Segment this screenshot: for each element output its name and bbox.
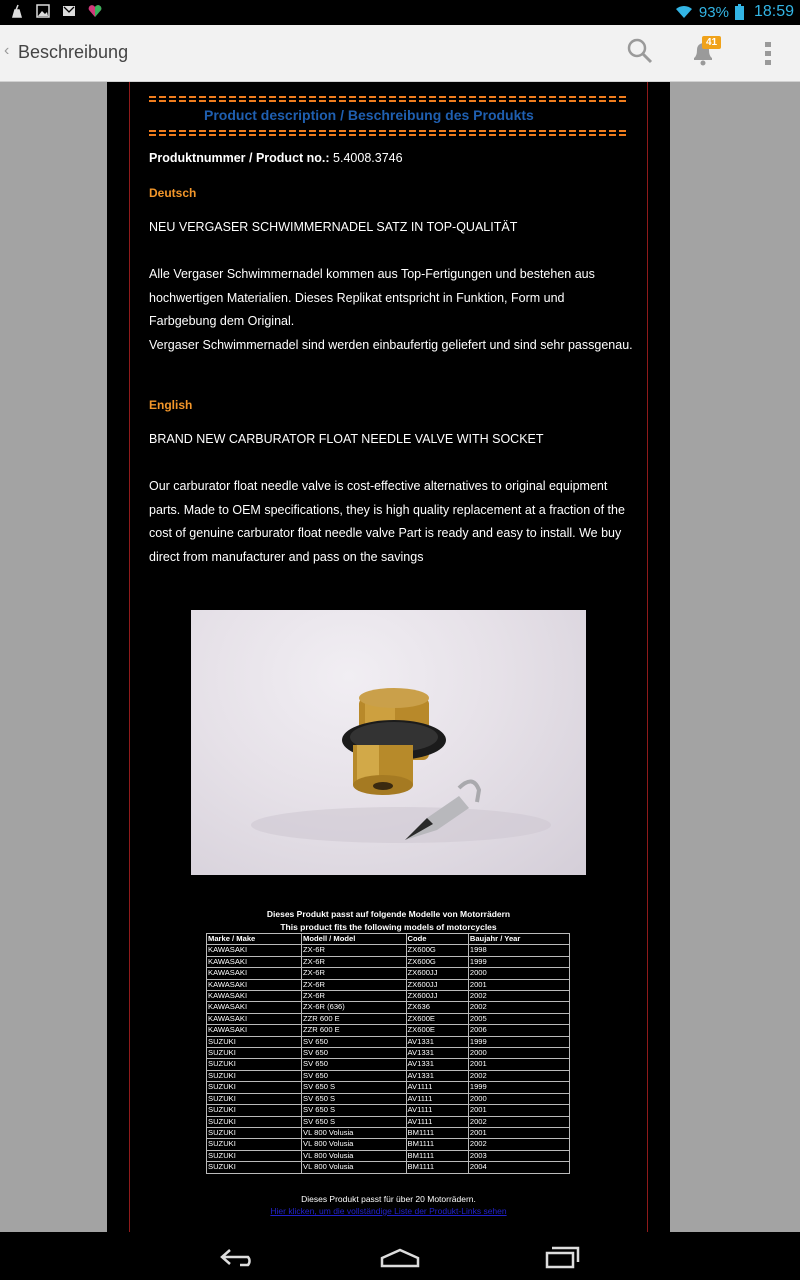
cell-model: SV 650 bbox=[302, 1059, 407, 1070]
cell-model: ZX-6R (636) bbox=[302, 1002, 407, 1013]
cell-year: 1998 bbox=[468, 945, 569, 956]
notification-icons bbox=[10, 4, 102, 18]
table-row bbox=[207, 1150, 570, 1161]
cell-year: 1999 bbox=[468, 1082, 569, 1093]
header-model: Modell / Model bbox=[302, 934, 407, 945]
cell-code: ZX600E bbox=[406, 1025, 468, 1036]
cleaner-notification-icon bbox=[10, 4, 24, 18]
header-code: Code bbox=[406, 934, 468, 945]
cell-code: ZX600G bbox=[406, 956, 468, 967]
battery-icon bbox=[735, 4, 744, 20]
product-number-label: Produktnummer / Product no.: bbox=[149, 151, 330, 165]
cell-make: KAWASAKI bbox=[207, 945, 302, 956]
deutsch-paragraph-2: Vergaser Schwimmernadel sind werden einbaufertig geliefert und sind sehr passgenau. bbox=[149, 338, 633, 353]
table-row bbox=[207, 1127, 570, 1138]
heart-app-notification-icon bbox=[88, 4, 102, 18]
full-list-link[interactable]: Hier klicken, um die vollständige Liste der Produkt-Links sehen bbox=[270, 1206, 507, 1216]
cell-model: ZZR 600 E bbox=[302, 1025, 407, 1036]
cell-code: AV1111 bbox=[406, 1116, 468, 1127]
fitment-title-de: Dieses Produkt passt auf folgende Modelle von Motorrädern bbox=[266, 909, 511, 919]
top-dashed-divider bbox=[149, 96, 628, 102]
back-icon[interactable] bbox=[220, 1246, 256, 1268]
table-row bbox=[207, 956, 570, 967]
cell-year: 2002 bbox=[468, 991, 569, 1002]
table-row bbox=[207, 1059, 570, 1070]
fitment-table bbox=[206, 933, 570, 1174]
english-title: BRAND NEW CARBURATOR FLOAT NEEDLE VALVE WITH SOCKET bbox=[149, 432, 544, 446]
home-icon[interactable] bbox=[380, 1246, 420, 1268]
product-photo bbox=[191, 610, 586, 875]
cell-model: ZX-6R bbox=[302, 979, 407, 990]
table-row bbox=[207, 991, 570, 1002]
cell-make: SUZUKI bbox=[207, 1162, 302, 1173]
cell-code: AV1331 bbox=[406, 1048, 468, 1059]
cell-make: SUZUKI bbox=[207, 1070, 302, 1081]
cell-code: AV1331 bbox=[406, 1070, 468, 1081]
table-row bbox=[207, 1070, 570, 1081]
english-body: Our carburator float needle valve is cost-effective alternatives to original equipment parts. Made to OEM specifications, they is high quality replacement at a fraction of the cost of genuine carburator float needle valve Part is ready and easy to install. We buy direct from manufacturer and pass on the savings bbox=[149, 479, 625, 565]
cell-model: ZX-6R bbox=[302, 991, 407, 1002]
cell-year: 2002 bbox=[468, 1002, 569, 1013]
cell-make: SUZUKI bbox=[207, 1139, 302, 1150]
cell-model: VL 800 Volusia bbox=[302, 1139, 407, 1150]
back-chevron-icon[interactable]: ‹ bbox=[4, 42, 10, 59]
cell-model: SV 650 bbox=[302, 1070, 407, 1081]
cell-model: SV 650 S bbox=[302, 1105, 407, 1116]
table-row bbox=[207, 1162, 570, 1173]
cell-model: ZX-6R bbox=[302, 956, 407, 967]
cell-model: SV 650 bbox=[302, 1048, 407, 1059]
fitment-footer: Dieses Produkt passt für über 20 Motorrädern. bbox=[301, 1194, 476, 1204]
cell-year: 2001 bbox=[468, 1127, 569, 1138]
battery-percent: 93% bbox=[698, 3, 729, 21]
cell-code: AV1111 bbox=[406, 1105, 468, 1116]
cell-model: SV 650 S bbox=[302, 1082, 407, 1093]
float-needle-valve-illustration bbox=[191, 610, 586, 875]
header-year: Baujahr / Year bbox=[468, 934, 569, 945]
cell-make: SUZUKI bbox=[207, 1105, 302, 1116]
wifi-icon bbox=[675, 5, 693, 19]
cell-year: 1999 bbox=[468, 1036, 569, 1047]
fitment-rows bbox=[207, 945, 570, 1173]
table-row bbox=[207, 1048, 570, 1059]
cell-year: 1999 bbox=[468, 956, 569, 967]
action-bar bbox=[0, 25, 800, 82]
cell-model: ZX-6R bbox=[302, 945, 407, 956]
table-row bbox=[207, 968, 570, 979]
description-webview[interactable] bbox=[0, 82, 800, 1232]
overflow-menu-icon[interactable] bbox=[762, 41, 774, 67]
cell-year: 2003 bbox=[468, 1150, 569, 1161]
cell-model: SV 650 bbox=[302, 1036, 407, 1047]
cell-make: SUZUKI bbox=[207, 1036, 302, 1047]
cell-year: 2001 bbox=[468, 979, 569, 990]
deutsch-heading: Deutsch bbox=[149, 186, 197, 200]
deutsch-paragraph-1: Alle Vergaser Schwimmernadel kommen aus Top-Fertigungen und bestehen aus hochwertigen Materialien. Dieses Replikat entspricht in Funktion, Form und Farbgebung dem Original. bbox=[149, 267, 595, 329]
table-row bbox=[207, 1002, 570, 1013]
product-number-value: 5.4008.3746 bbox=[333, 151, 403, 165]
cell-year: 2000 bbox=[468, 968, 569, 979]
notification-count-badge: 41 bbox=[702, 36, 721, 49]
cell-year: 2001 bbox=[468, 1059, 569, 1070]
cell-model: VL 800 Volusia bbox=[302, 1162, 407, 1173]
left-border-line bbox=[129, 82, 130, 1232]
table-row bbox=[207, 1082, 570, 1093]
table-row bbox=[207, 1105, 570, 1116]
cell-code: AV1111 bbox=[406, 1093, 468, 1104]
cell-model: SV 650 S bbox=[302, 1093, 407, 1104]
table-row bbox=[207, 1013, 570, 1024]
status-bar bbox=[0, 0, 800, 25]
cell-code: ZX600JJ bbox=[406, 991, 468, 1002]
cell-year: 2005 bbox=[468, 1013, 569, 1024]
cell-year: 2006 bbox=[468, 1025, 569, 1036]
cell-model: ZX-6R bbox=[302, 968, 407, 979]
cell-make: KAWASAKI bbox=[207, 968, 302, 979]
bottom-dashed-divider bbox=[149, 130, 628, 136]
cell-code: ZX600JJ bbox=[406, 968, 468, 979]
table-row bbox=[207, 979, 570, 990]
clock: 18:59 bbox=[753, 3, 794, 20]
cell-year: 2002 bbox=[468, 1070, 569, 1081]
cell-make: SUZUKI bbox=[207, 1150, 302, 1161]
description-page bbox=[107, 82, 670, 1232]
cell-make: KAWASAKI bbox=[207, 1002, 302, 1013]
table-row bbox=[207, 945, 570, 956]
cell-model: VL 800 Volusia bbox=[302, 1150, 407, 1161]
cell-code: ZX600JJ bbox=[406, 979, 468, 990]
cell-code: BM1111 bbox=[406, 1150, 468, 1161]
section-title: Product description / Beschreibung des Produkts bbox=[204, 107, 534, 123]
cell-code: BM1111 bbox=[406, 1162, 468, 1173]
cell-year: 2002 bbox=[468, 1116, 569, 1127]
search-icon[interactable] bbox=[626, 37, 654, 65]
header-make: Marke / Make bbox=[207, 934, 302, 945]
deutsch-body bbox=[149, 263, 634, 358]
cell-code: BM1111 bbox=[406, 1127, 468, 1138]
fitment-header-row bbox=[207, 934, 570, 945]
cell-make: SUZUKI bbox=[207, 1082, 302, 1093]
cell-make: SUZUKI bbox=[207, 1116, 302, 1127]
fitment-title-en: This product fits the following models of motorcycles bbox=[280, 922, 497, 932]
cell-year: 2000 bbox=[468, 1093, 569, 1104]
cell-make: KAWASAKI bbox=[207, 1025, 302, 1036]
cell-code: BM1111 bbox=[406, 1139, 468, 1150]
table-row bbox=[207, 1025, 570, 1036]
table-row bbox=[207, 1116, 570, 1127]
product-number bbox=[149, 151, 403, 165]
cell-code: AV1111 bbox=[406, 1082, 468, 1093]
cell-code: ZX600E bbox=[406, 1013, 468, 1024]
system-navigation-bar bbox=[0, 1232, 800, 1280]
cell-model: SV 650 S bbox=[302, 1116, 407, 1127]
english-heading: English bbox=[149, 398, 193, 412]
right-border-line bbox=[647, 82, 648, 1232]
cell-year: 2001 bbox=[468, 1105, 569, 1116]
cell-make: SUZUKI bbox=[207, 1048, 302, 1059]
cell-make: SUZUKI bbox=[207, 1059, 302, 1070]
cell-year: 2002 bbox=[468, 1139, 569, 1150]
mail-notification-icon bbox=[62, 4, 76, 18]
cell-code: ZX636 bbox=[406, 1002, 468, 1013]
gallery-notification-icon bbox=[36, 4, 50, 18]
recent-apps-icon[interactable] bbox=[545, 1245, 581, 1269]
cell-year: 2004 bbox=[468, 1162, 569, 1173]
table-row bbox=[207, 1093, 570, 1104]
page-title[interactable]: Beschreibung bbox=[18, 42, 129, 62]
cell-make: KAWASAKI bbox=[207, 979, 302, 990]
table-row bbox=[207, 1139, 570, 1150]
cell-code: AV1331 bbox=[406, 1059, 468, 1070]
cell-model: VL 800 Volusia bbox=[302, 1127, 407, 1138]
cell-model: ZZR 600 E bbox=[302, 1013, 407, 1024]
cell-code: AV1331 bbox=[406, 1036, 468, 1047]
cell-make: KAWASAKI bbox=[207, 991, 302, 1002]
deutsch-title: NEU VERGASER SCHWIMMERNADEL SATZ IN TOP-QUALITÄT bbox=[149, 220, 518, 234]
cell-make: KAWASAKI bbox=[207, 1013, 302, 1024]
cell-make: SUZUKI bbox=[207, 1093, 302, 1104]
table-row bbox=[207, 1036, 570, 1047]
cell-code: ZX600G bbox=[406, 945, 468, 956]
cell-make: SUZUKI bbox=[207, 1127, 302, 1138]
cell-year: 2000 bbox=[468, 1048, 569, 1059]
cell-make: KAWASAKI bbox=[207, 956, 302, 967]
